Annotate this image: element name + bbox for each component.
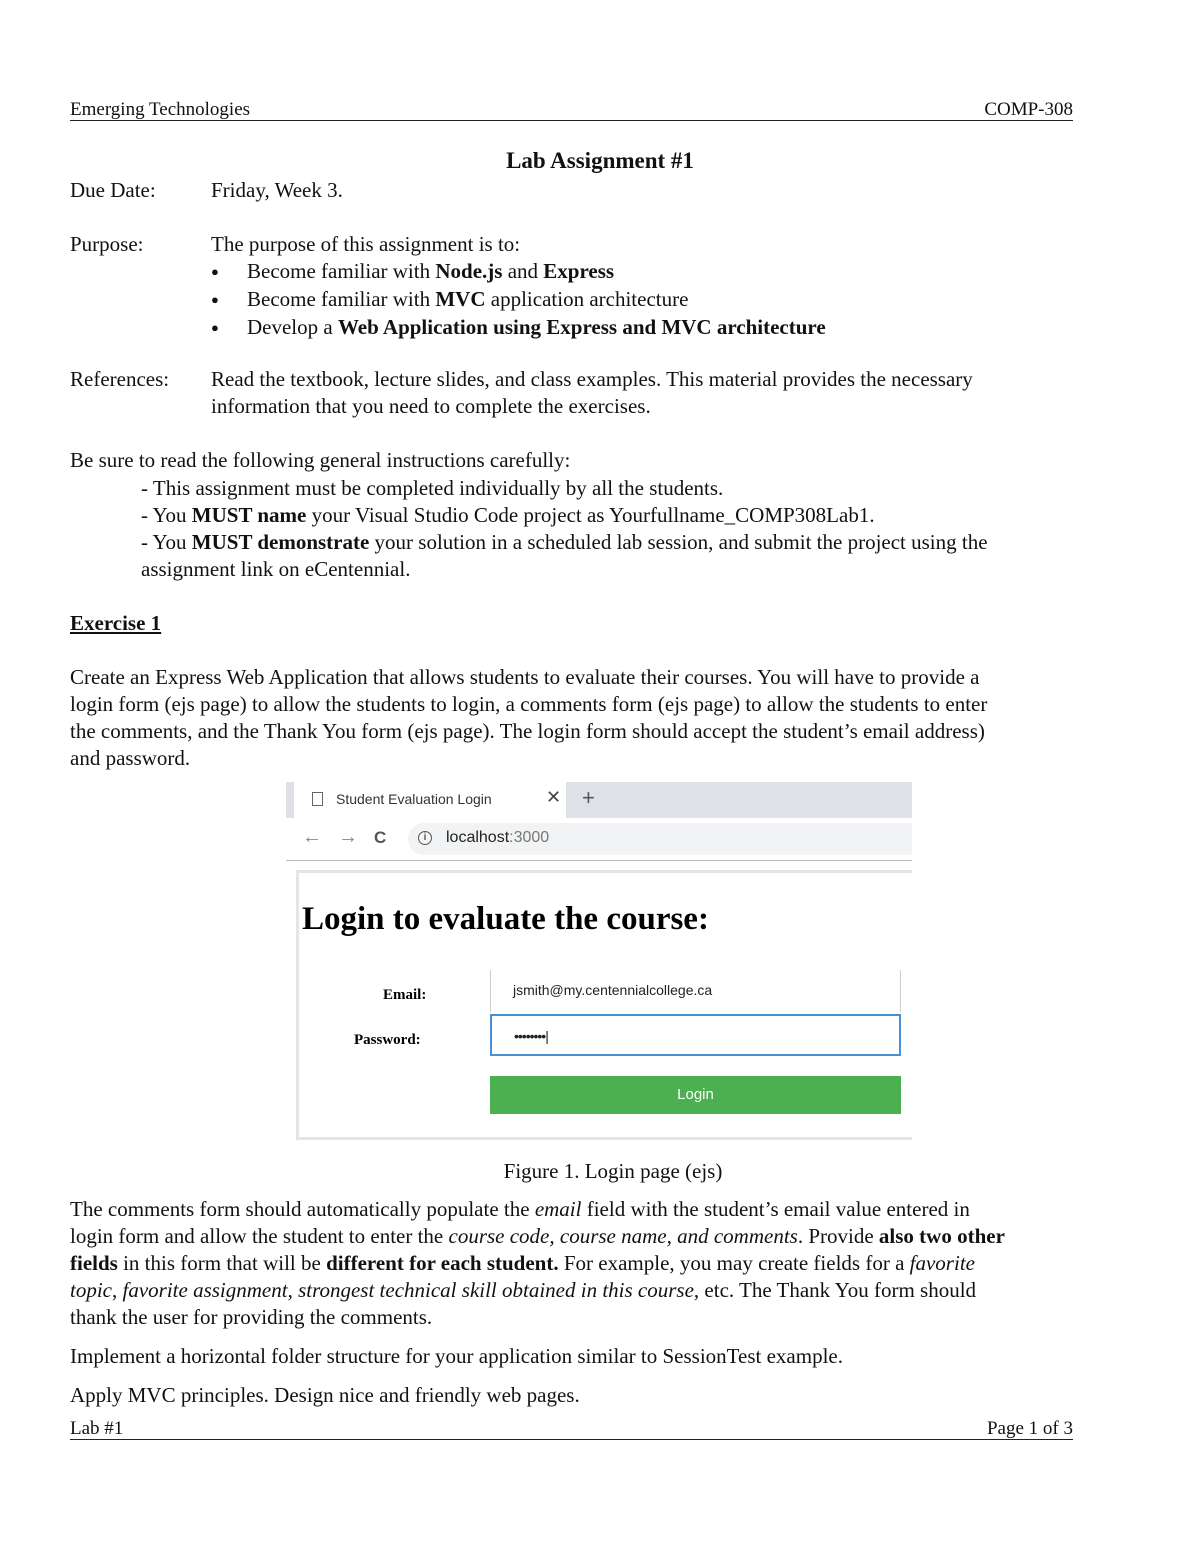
due-label: Due Date: <box>70 178 156 202</box>
exercise-paragraph <box>70 664 1150 772</box>
purpose-list <box>211 258 1111 342</box>
login-heading: Login to evaluate the course: <box>302 901 709 937</box>
instruction-1: - This assignment must be completed individually by all the students. <box>141 476 724 500</box>
email-field[interactable]: jsmith@my.centennialcollege.ca <box>490 970 901 1012</box>
mvc-paragraph: Apply MVC principles. Design nice and friendly web pages. <box>70 1383 580 1407</box>
instructions-list <box>141 475 1131 583</box>
references-text <box>211 366 1111 420</box>
references-line-2: information that you need to complete the exercises. <box>211 394 651 418</box>
header-rule <box>70 120 1073 121</box>
browser-tab-bar <box>286 782 912 818</box>
login-button[interactable]: Login <box>490 1076 901 1114</box>
exercise-line-3: the comments, and the Thank You form (ejs page). The login form should accept the student’s email address) <box>70 719 985 743</box>
exercise-line-4: and password. <box>70 746 191 770</box>
purpose-intro: The purpose of this assignment is to: <box>211 232 521 256</box>
reload-icon[interactable]: C <box>374 828 387 847</box>
page-title: Lab Assignment #1 <box>506 148 694 173</box>
purpose-item-2: ● Become familiar with MVC application architecture <box>211 286 1111 314</box>
header-code: COMP-308 <box>984 99 1073 120</box>
footer-rule <box>70 1439 1073 1440</box>
purpose-label: Purpose: <box>70 232 144 256</box>
tab-title: Student Evaluation Login <box>336 791 492 807</box>
page-content <box>296 870 912 1140</box>
password-label: Password: <box>354 1032 421 1048</box>
exercise-line-2: login form (ejs page) to allow the students to login, a comments form (ejs page) to allow the students to enter <box>70 692 988 716</box>
email-label: Email: <box>383 987 427 1003</box>
due-value: Friday, Week 3. <box>211 178 343 202</box>
footer-lab: Lab #1 <box>70 1418 124 1439</box>
url-text: localhost:3000 <box>446 829 550 846</box>
comments-line-5: thank the user for providing the comments. <box>70 1305 433 1329</box>
password-field[interactable]: ••••••••| <box>490 1014 901 1056</box>
header-course: Emerging Technologies <box>70 99 251 120</box>
info-icon[interactable]: i <box>418 831 432 845</box>
folder-structure-paragraph: Implement a horizontal folder structure for your application similar to SessionTest example. <box>70 1344 843 1368</box>
browser-nav-bar <box>286 818 912 861</box>
document-icon <box>312 792 323 806</box>
references-line-1: Read the textbook, lecture slides, and class examples. This material provides the necessary <box>211 367 973 391</box>
browser-tab[interactable] <box>294 782 566 818</box>
references-label: References: <box>70 367 170 391</box>
new-tab-icon[interactable]: + <box>582 785 595 810</box>
instruction-3-cont: assignment link on eCentennial. <box>141 557 411 581</box>
comments-line-1: The comments form should automatically populate the email field with the student’s email value entered in <box>70 1197 970 1221</box>
address-bar[interactable] <box>408 823 912 855</box>
instructions-intro: Be sure to read the following general instructions carefully: <box>70 448 571 472</box>
purpose-item-1: ● Become familiar with Node.js and Express <box>211 258 1111 286</box>
comments-line-4: topic, favorite assignment, strongest technical skill obtained in this course, etc. The Thank You form should <box>70 1278 977 1302</box>
comments-line-2: login form and allow the student to enter the course code, course name, and comments. Provide also two other <box>70 1224 1005 1248</box>
instruction-3: - You MUST demonstrate your solution in a scheduled lab session, and submit the project using the <box>141 530 988 554</box>
exercise-line-1: Create an Express Web Application that allows students to evaluate their courses. You will have to provide a <box>70 665 980 689</box>
login-screenshot <box>286 782 912 1142</box>
figure-caption: Figure 1. Login page (ejs) <box>503 1159 723 1183</box>
footer-page: Page 1 of 3 <box>986 1418 1073 1439</box>
comments-paragraph <box>70 1196 1170 1331</box>
back-arrow-icon[interactable]: ← <box>302 826 322 848</box>
close-icon[interactable]: ✕ <box>546 787 562 807</box>
purpose-item-3: ● Develop a Web Application using Express and MVC architecture <box>211 314 1111 342</box>
comments-line-3: fields in this form that will be different for each student. For example, you may create fields for a favorite <box>70 1251 975 1275</box>
instruction-2: - You MUST name your Visual Studio Code project as Yourfullname_COMP308Lab1. <box>141 503 875 527</box>
exercise-heading: Exercise 1 <box>70 611 162 635</box>
purpose-block <box>211 231 1111 342</box>
forward-arrow-icon[interactable]: → <box>338 826 358 848</box>
